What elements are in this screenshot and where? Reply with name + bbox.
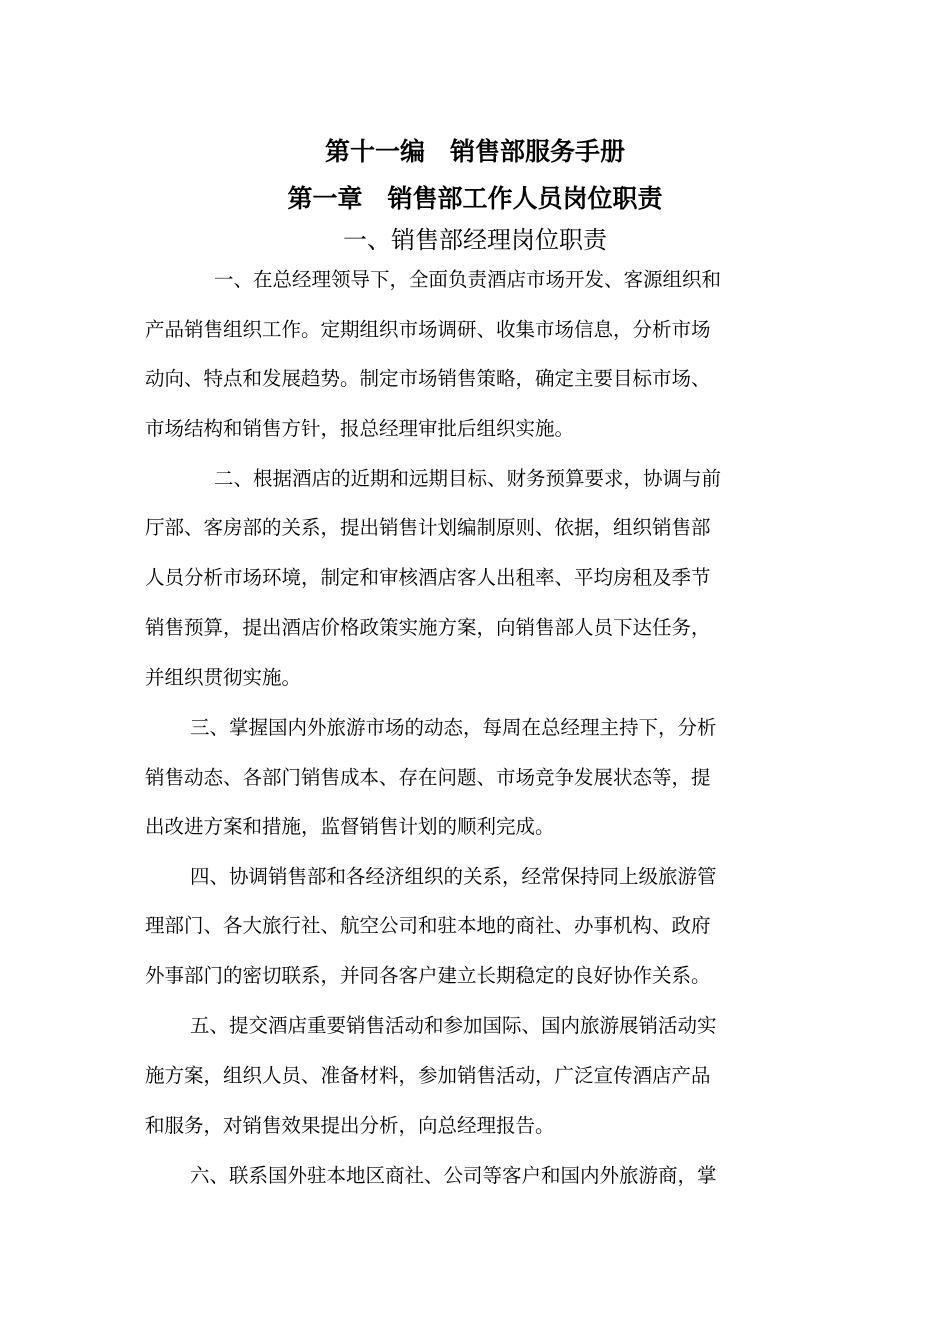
paragraph-2-line-3: 人员分析市场环境，制定和审核酒店客人出租率、平均房租及季节 <box>145 566 711 589</box>
paragraph-4-line-3: 外事部门的密切联系，并同各客户建立长期稳定的良好协作关系。 <box>145 964 711 987</box>
paragraph-4-line-1: 四、协调销售部和各经济组织的关系，经常保持同上级旅游管 <box>190 865 717 888</box>
chapter-title: 第一章 销售部工作人员岗位职责 <box>287 184 663 213</box>
paragraph-3-line-3: 出改进方案和措施，监督销售计划的顺利完成。 <box>145 815 555 838</box>
paragraph-1-line-3: 动向、特点和发展趋势。制定市场销售策略，确定主要目标市场、 <box>145 367 711 390</box>
paragraph-5-line-1: 五、提交酒店重要销售活动和参加国际、国内旅游展销活动实 <box>190 1014 717 1037</box>
paragraph-2-line-4: 销售预算，提出酒店价格政策实施方案，向销售部人员下达任务， <box>145 616 711 639</box>
part-title: 第十一编 销售部服务手册 <box>324 137 625 166</box>
paragraph-2-line-1: 二、根据酒店的近期和远期目标、财务预算要求，协调与前 <box>214 467 722 490</box>
paragraph-1-line-1: 一、在总经理领导下，全面负责酒店市场开发、客源组织和 <box>214 268 722 291</box>
paragraph-1-line-4: 市场结构和销售方针，报总经理审批后组织实施。 <box>145 417 575 440</box>
paragraph-3-line-1: 三、掌握国内外旅游市场的动态，每周在总经理主持下，分析 <box>190 716 717 739</box>
section-title: 一、销售部经理岗位职责 <box>343 226 607 254</box>
paragraph-3-line-2: 销售动态、各部门销售成本、存在问题、市场竞争发展状态等，提 <box>145 766 711 789</box>
paragraph-4-line-2: 理部门、各大旅行社、航空公司和驻本地的商社、办事机构、政府 <box>145 914 711 937</box>
paragraph-6-line-1: 六、联系国外驻本地区商社、公司等客户和国内外旅游商，掌 <box>190 1164 717 1187</box>
paragraph-5-line-3: 和服务，对销售效果提出分析，向总经理报告。 <box>145 1114 555 1137</box>
paragraph-2-line-5: 并组织贯彻实施。 <box>145 666 302 689</box>
paragraph-2-line-2: 厅部、客房部的关系，提出销售计划编制原则、依据，组织销售部 <box>145 516 711 539</box>
paragraph-5-line-2: 施方案，组织人员、准备材料，参加销售活动，广泛宣传酒店产品 <box>145 1064 711 1087</box>
paragraph-1-line-2: 产品销售组织工作。定期组织市场调研、收集市场信息，分析市场 <box>145 318 711 341</box>
